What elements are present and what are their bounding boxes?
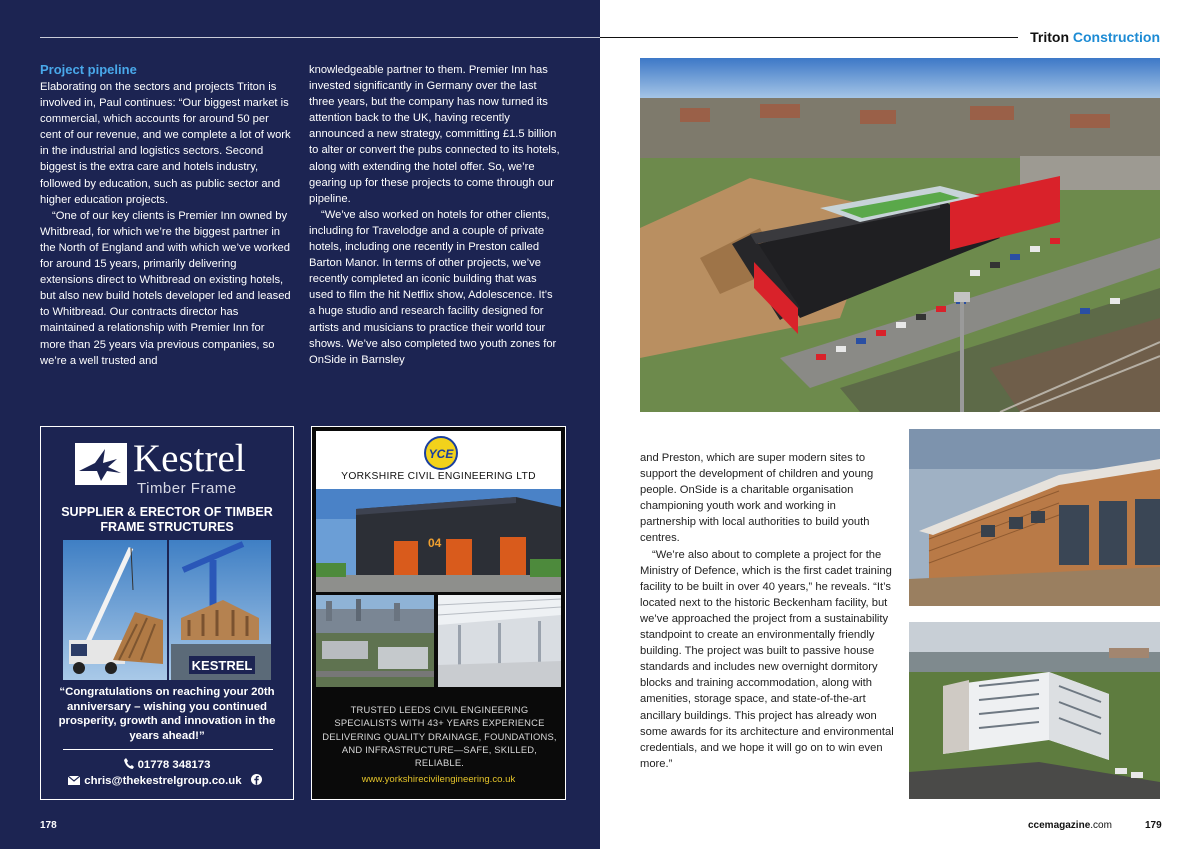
kestrel-phone-number: 01778 348173	[137, 759, 211, 771]
kestrel-phone[interactable]	[41, 758, 293, 771]
facebook-icon[interactable]	[251, 774, 262, 785]
kestrel-bird-icon	[75, 443, 127, 485]
paragraph: “One of our key clients is Premier Inn owned by Whitbread, for which we’re the biggest partner in the North of England and with which we’ve worked for around 15 years, primarily delivering extensions direct to Whitbread on existing hotels, but also new build hotels developer led and leased to Whitbread. Our contracts director has maintained a relationship with Premier Inn for more than 25 years via previous companies, so we’re a well trusted and	[40, 209, 291, 367]
masthead-brand: Triton	[1030, 29, 1069, 45]
kestrel-subname: Timber Frame	[137, 480, 237, 497]
yce-company-name: YORKSHIRE CIVIL ENGINEERING LTD	[341, 471, 536, 482]
article-column-1	[40, 62, 293, 369]
yce-description: TRUSTED LEEDS CIVIL ENGINEERING SPECIALISTS WITH 43+ YEARS EXPERIENCE DELIVERING QUALITY DRAINAGE, FOUNDATIONS, AND INFRASTRUCTURE—SAFE, SKILLED, RELIABLE.	[322, 704, 557, 769]
kestrel-tagline: SUPPLIER & ERECTOR OF TIMBER FRAME STRUCTURES	[61, 505, 273, 534]
masthead-section: Construction	[1072, 29, 1160, 45]
header-rule-left	[40, 37, 600, 38]
yce-logo-text: YCE	[428, 447, 454, 461]
article-column-2	[309, 62, 560, 368]
paragraph: “We’ve also worked on hotels for other clients, including for Travelodge and a couple of private hotels, including one recently in Preston called Barton Manor. In terms of other projects, we’ve recently completed an iconic building that was used to film the hit Netflix show, Adolescence. It’s a huge studio and research facility designed for artists and musicians to practice their world tour shows. We’ve also completed two youth zones for OnSide in Barnsley	[309, 208, 557, 366]
kestrel-email[interactable]	[41, 774, 293, 787]
magazine-website[interactable]	[1028, 820, 1112, 831]
yce-advert[interactable]	[311, 426, 566, 800]
kestrel-email-address: chris@thekestrelgroup.co.uk	[84, 775, 242, 787]
yce-industrial-units-photo	[316, 489, 561, 592]
kestrel-advert[interactable]	[40, 426, 294, 800]
kestrel-logo	[75, 437, 265, 497]
paragraph: Elaborating on the sectors and projects Triton is involved in, Paul continues: “Our biggest market is commercial, which accounts for around 50 per cent of our revenue, and we complete a lot of work in the industrial and logistics sectors. Second biggest is the extra care and hotels industry, followed by education, such as public sector and higher education projects.	[40, 81, 291, 206]
phone-icon	[124, 758, 134, 769]
paragraph: “We’re also about to complete a project for the Ministry of Defence, which is the first cadet training facility to be built in over 40 years,” he reveals. “It’s located next to the historic Beckenham facility, but we’ve approached the project from a sustainability standpoint to create an environmentally friendly building. The project was built to passive house standards and includes new overnight dormitory blocks and training accommodation, along with amenities, storage space, and state-of-the-art ancillary buildings. This project has already won some awards for its architecture and environmental credentials, and we hope it will go on to win even more.”	[640, 548, 894, 770]
yce-logo	[424, 436, 458, 470]
email-icon	[68, 776, 80, 785]
page-number-left: 178	[40, 820, 57, 831]
site-name: ccemagazine	[1028, 820, 1091, 831]
paragraph: and Preston, which are super modern sites to support the development of children and young people. OnSide is a charitable organisation championing youth work and working in partnership with local authorities to build youth centres.	[640, 452, 874, 545]
yce-city-aerial-photo	[316, 595, 434, 687]
page-number-right: 179	[1145, 820, 1162, 831]
paragraph: knowledgeable partner to them. Premier Inn has invested significantly in Germany over the last three years, but the company has now turned its attention back to the UK, having recently announced a new strategy, committing £1.5 billion to alter or convert the pubs connected to its hotels, along with extending the hotel offer. So, we’re gearing up for these projects to come through our pipeline.	[309, 64, 560, 205]
kestrel-quote: “Congratulations on reaching your 20th anniversary – wishing you continued prosperity, growth and innovation in the years ahead!”	[58, 686, 276, 742]
site-suffix: .com	[1090, 820, 1112, 831]
yce-website-link[interactable]: www.yorkshirecivilengineering.co.uk	[361, 774, 516, 785]
header-rule-right	[600, 37, 1018, 38]
cadet-training-facility-photo	[909, 429, 1160, 606]
kestrel-photo-label: KESTREL	[191, 658, 253, 673]
kestrel-name: Kestrel	[133, 437, 246, 480]
section-heading: Project pipeline	[40, 62, 137, 77]
kestrel-crane-photo	[63, 540, 271, 680]
youth-zone-aerial-photo	[640, 58, 1160, 412]
yce-warehouse-interior-photo	[438, 595, 561, 687]
masthead	[1030, 29, 1160, 45]
article-column-3	[640, 450, 894, 772]
dormitory-block-photo	[909, 622, 1160, 799]
yce-unit-number: 04	[428, 536, 442, 550]
kestrel-divider	[63, 749, 273, 750]
